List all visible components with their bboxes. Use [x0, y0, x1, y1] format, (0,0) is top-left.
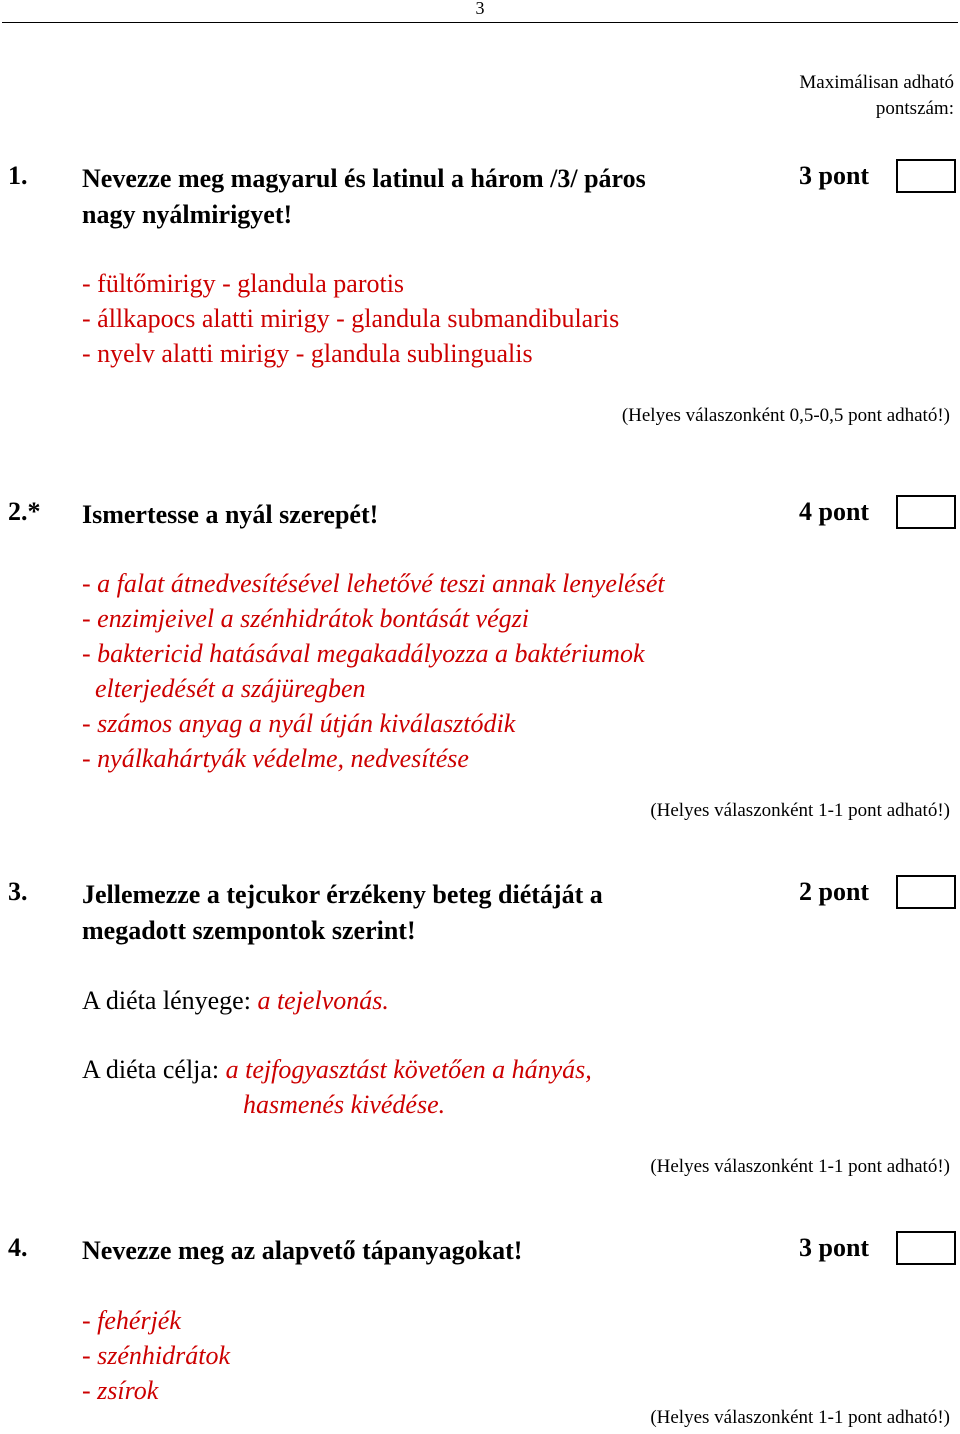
question-3-number: 3. [8, 877, 28, 906]
answer-line: - nyálkahártyák védelme, nedvesítése [82, 744, 469, 773]
question-3-diet-essence [82, 983, 389, 1022]
question-2-title [82, 497, 378, 533]
answer-line: - zsírok [82, 1376, 159, 1405]
question-1-score-box[interactable] [896, 159, 956, 193]
page-number: 3 [475, 0, 485, 18]
answer-line: elterjedését a szájüregben [82, 674, 366, 703]
diet-essence-label: A diéta lényege: [82, 986, 258, 1015]
header-rule [2, 22, 958, 23]
diet-essence-answer: a tejelvonás. [257, 986, 389, 1015]
question-4-points: 3 pont [799, 1233, 870, 1262]
max-points-label [734, 70, 954, 122]
answer-line: - szénhidrátok [82, 1341, 231, 1370]
max-points-label-line2: pontszám: [875, 98, 954, 119]
question-2-score-box[interactable] [896, 495, 956, 529]
answer-line: - fültőmirigy - glandula parotis [82, 269, 405, 298]
answer-line: - számos anyag a nyál útján kiválasztódik [82, 709, 516, 738]
question-3-title [82, 877, 603, 949]
question-3-title-line1: Jellemezze a tejcukor érzékeny beteg diétáját a [82, 880, 603, 909]
answer-line: - a falat átnedvesítésével lehetővé teszi annak lenyelését [82, 569, 665, 598]
question-2-title-line1: Ismertesse a nyál szerepét! [82, 500, 379, 529]
answer-line: - nyelv alatti mirigy - glandula sublingualis [82, 339, 533, 368]
question-3-scoring-note: (Helyes válaszonként 1-1 pont adható!) [650, 1156, 950, 1177]
question-1-number: 1. [8, 161, 28, 190]
question-1-title-line1: Nevezze meg magyarul és latinul a három /3/ páros [82, 164, 646, 193]
question-3-score-box[interactable] [896, 875, 956, 909]
question-4-number: 4. [8, 1233, 28, 1262]
question-2-points: 4 pont [799, 497, 870, 526]
question-4-scoring-note: (Helyes válaszonként 1-1 pont adható!) [650, 1407, 950, 1428]
question-4-answers [82, 1303, 230, 1408]
question-2-number: 2.* [8, 497, 41, 526]
answer-line: - enzimjeivel a szénhidrátok bontását végzi [82, 604, 529, 633]
question-4-title-line1: Nevezze meg az alapvető tápanyagokat! [82, 1236, 523, 1265]
question-3-points: 2 pont [799, 877, 870, 906]
question-1-title [82, 161, 646, 233]
answer-line: - baktericid hatásával megakadályozza a baktériumok [82, 639, 645, 668]
question-4-title [82, 1233, 522, 1269]
question-1-answers [82, 266, 619, 371]
question-2-answers [82, 566, 665, 776]
question-1-points: 3 pont [799, 161, 870, 190]
diet-goal-answer-line1: a tejfogyasztást követően a hányás, [225, 1055, 592, 1084]
question-1-title-line2: nagy nyálmirigyet! [82, 200, 293, 229]
diet-goal-answer-line2: hasmenés kivédése. [243, 1090, 446, 1119]
diet-goal-label: A diéta célja: [82, 1055, 226, 1084]
question-1-scoring-note: (Helyes válaszonként 0,5-0,5 pont adható!) [621, 405, 950, 426]
question-3-title-line2: megadott szempontok szerint! [82, 916, 416, 945]
question-2-scoring-note: (Helyes válaszonként 1-1 pont adható!) [650, 800, 950, 821]
answer-line: - állkapocs alatti mirigy - glandula submandibularis [82, 304, 620, 333]
question-3-diet-goal [82, 1052, 592, 1091]
answer-line: - fehérjék [82, 1306, 181, 1335]
max-points-label-line1: Maximálisan adható [799, 72, 954, 93]
question-4-score-box[interactable] [896, 1231, 956, 1265]
